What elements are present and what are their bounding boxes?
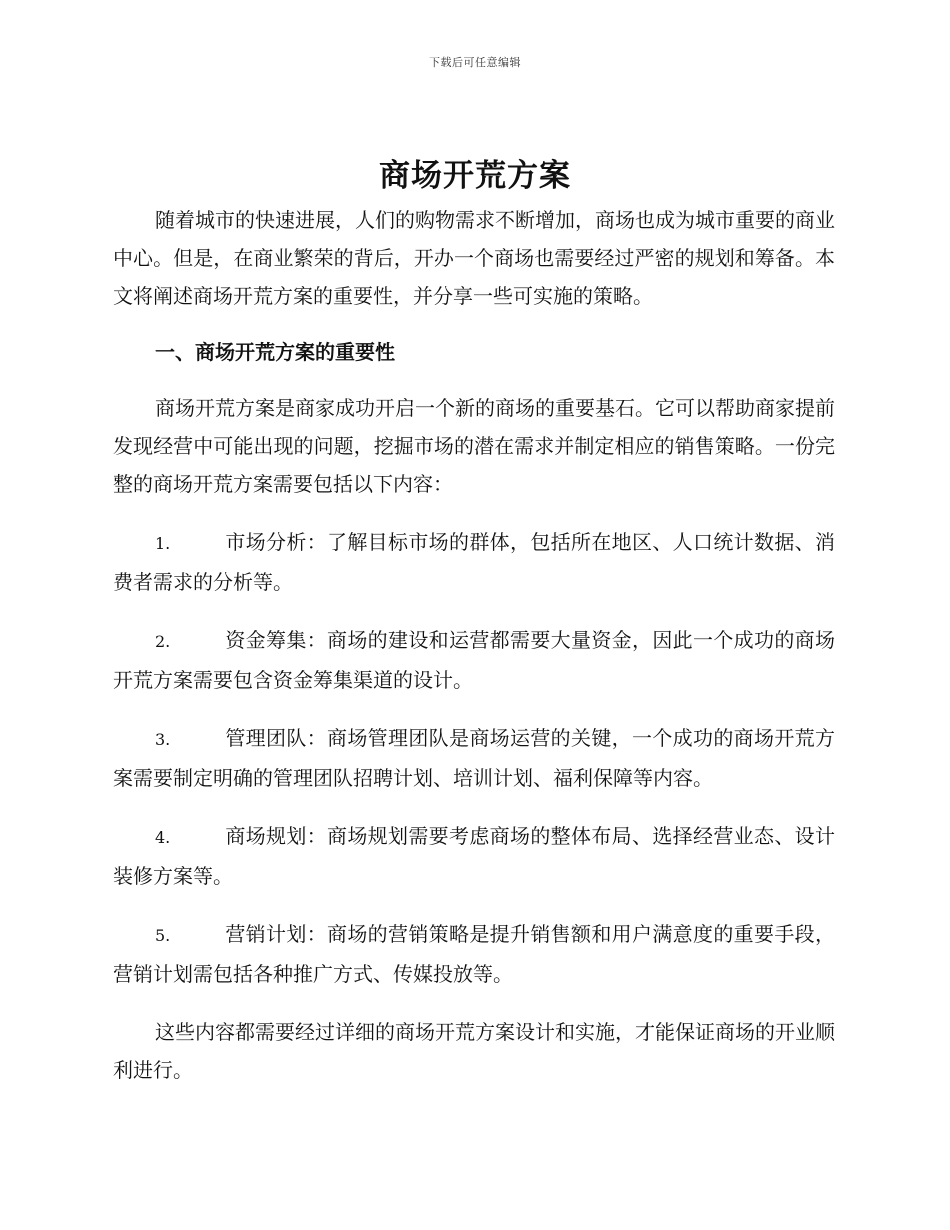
- closing-paragraph: 这些内容都需要经过详细的商场开荒方案设计和实施，才能保证商场的开业顺利进行。: [113, 1020, 835, 1082]
- document-title: 商场开荒方案: [379, 158, 571, 194]
- list-item-5: [113, 915, 835, 993]
- list-number: 4.: [155, 828, 171, 847]
- list-number: 1.: [155, 534, 171, 553]
- section-heading: 一、商场开荒方案的重要性: [155, 340, 395, 364]
- list-item-text: 资金筹集：商场的建设和运营都需要大量资金，因此一个成功的商场开荒方案需要包含资金筹集渠道的设计。: [113, 628, 835, 692]
- list-item-2: [113, 621, 835, 699]
- list-item-4: [113, 817, 835, 895]
- list-item-text: 商场规划：商场规划需要考虑商场的整体布局、选择经营业态、设计装修方案等。: [113, 824, 835, 888]
- list-item-text: 营销计划：商场的营销策略是提升销售额和用户满意度的重要手段，营销计划需包括各种推广方式、传媒投放等。: [113, 922, 835, 986]
- list-item-text: 市场分析：了解目标市场的群体，包括所在地区、人口统计数据、消费者需求的分析等。: [113, 530, 835, 594]
- section-paragraph: 商场开荒方案是商家成功开启一个新的商场的重要基石。它可以帮助商家提前发现经营中可能出现的问题，挖掘市场的潜在需求并制定相应的销售策略。一份完整的商场开荒方案需要包括以下内容：: [113, 396, 835, 496]
- list-item-text: 管理团队：商场管理团队是商场运营的关键，一个成功的商场开荒方案需要制定明确的管理团队招聘计划、培训计划、福利保障等内容。: [113, 726, 835, 790]
- list-number: 3.: [155, 730, 171, 749]
- list-number: 5.: [155, 926, 171, 945]
- list-item-3: [113, 719, 835, 797]
- intro-paragraph: 随着城市的快速进展，人们的购物需求不断增加，商场也成为城市重要的商业中心。但是，在商业繁荣的背后，开办一个商场也需要经过严密的规划和筹备。本文将阐述商场开荒方案的重要性，并分享一些可实施的策略。: [113, 208, 835, 308]
- document-body: [113, 201, 835, 1089]
- page-header-note: 下载后可任意编辑: [429, 56, 521, 69]
- list-number: 2.: [155, 632, 171, 651]
- list-item-1: [113, 523, 835, 601]
